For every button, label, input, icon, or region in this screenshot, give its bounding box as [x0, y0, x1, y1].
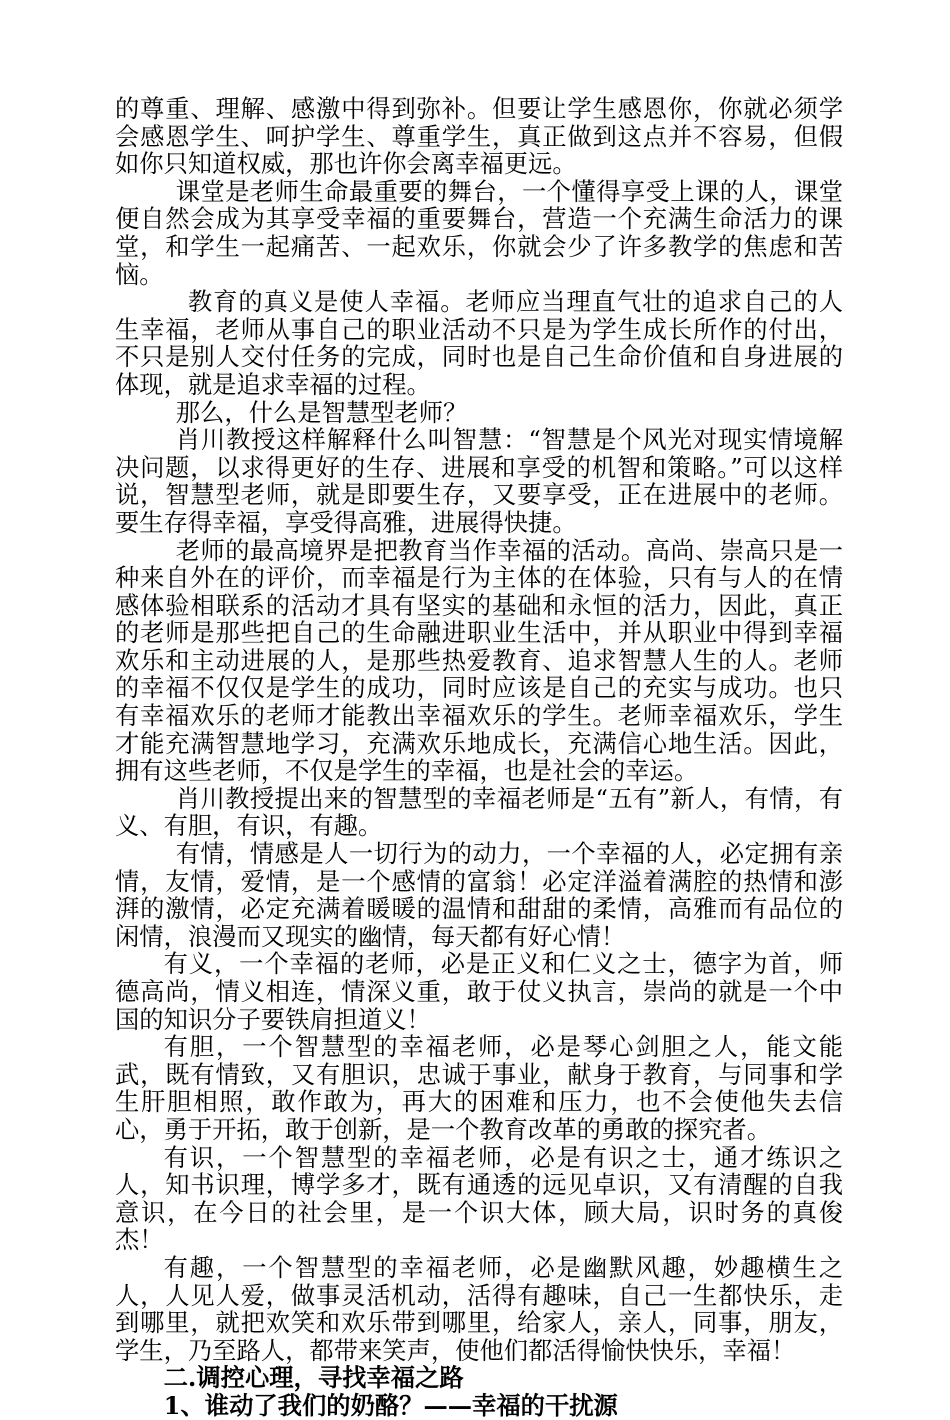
paragraph-2: 课堂是老师生命最重要的舞台，一个懂得享受上课的人，课堂便自然会成为其享受幸福的重要舞台，营造一个充满生命活力的课堂，和学生一起痛苦、一起欢乐，你就会少了许多教学的焦虑和苦恼。 [115, 176, 843, 289]
paragraph-7: 肖川教授提出来的智慧型的幸福老师是“五有”新人，有情，有义、有胆，有识，有趣。 [115, 783, 843, 841]
paragraph-5: 肖川教授这样解释什么叫智慧：“智慧是个风光对现实情境解决问题，以求得更好的生存、进展和享受的机智和策略。”可以这样说，智慧型老师，就是即要生存，又要享受，正在进展中的老师。要生存得幸福，享受得高雅，进展得快捷。 [115, 425, 843, 537]
subsection-heading: 1、谁动了我们的奶酪？——幸福的干扰源 [163, 1390, 618, 1420]
paragraph-6: 老师的最高境界是把教育当作幸福的活动。高尚、崇高只是一种来自外在的评价，而幸福是行为主体的在体验，只有与人的在情感体验相联系的活动才具有坚实的基础和永恒的活力，因此，真正的老师是那些把自己的生命融进职业生活中，并从职业中得到幸福欢乐和主动进展的人，是那些热爱教育、追求智慧人生的人。老师的幸福不仅仅是学生的成功，同时应该是自己的充实与成功。也只有幸福欢乐的老师才能教出幸福欢乐的学生。老师幸福欢乐，学生才能充满智慧地学习，充满欢乐地成长，充满信心地生活。因此，拥有这些老师，不仅是学生的幸福，也是社会的幸运。 [115, 535, 843, 786]
paragraph-3: 教育的真义是使人幸福。老师应当理直气壮的追求自己的人生幸福，老师从事自己的职业活动不只是为学生成长所作的付出，不只是别人交付任务的完成，同时也是自己生命价值和自身进展的体现，就是追求幸福的过程。 [115, 287, 843, 399]
paragraph-11: 有识，一个智慧型的幸福老师，必是有识之士，通才练识之人，知书识理，博学多才，既有通透的远见卓识，又有清醒的自我意识，在今日的社会里，是一个识大体，顾大局，识时务的真俊杰！ [115, 1142, 843, 1255]
paragraph-8: 有情，情感是人一切行为的动力，一个幸福的人，必定拥有亲情，友情，爱情，是一个感情的富翁！必定洋溢着满腔的热情和澎湃的激情，必定充满着暖暖的温情和甜甜的柔情，高雅而有品位的闲情，浪漫而又现实的幽情，每天都有好心情！ [115, 839, 843, 951]
paragraph-4: 那么，什么是智慧型老师？ [175, 397, 468, 427]
paragraph-9: 有义，一个幸福的老师，必是正义和仁义之士，德字为首，师德高尚，情义相连，情深义重，敢于仗义执言，崇尚的就是一个中国的知识分子要铁肩担道义！ [115, 949, 843, 1034]
section-heading: 二.调控心理，寻找幸福之路 [163, 1363, 464, 1393]
paragraph-10: 有胆，一个智慧型的幸福老师，必是琴心剑胆之人，能文能武，既有情致，又有胆识，忠诚于事业，献身于教育，与同事和学生肝胆相照，敢作敢为，再大的困难和压力，也不会使他失去信心，勇于开拓，敢于创新，是一个教育改革的勇敢的探究者。 [115, 1032, 843, 1144]
paragraph-1: 的尊重、理解、感激中得到弥补。但要让学生感恩你，你就必须学会感恩学生、呵护学生、尊重学生，真正做到这点并不容易，但假如你只知道权威，那也许你会离幸福更远。 [115, 94, 843, 179]
document-page [115, 95, 843, 1420]
paragraph-12: 有趣，一个智慧型的幸福老师，必是幽默风趣，妙趣横生之人，人见人爱，做事灵活机动，活得有趣味，自己一生都快乐，走到哪里，就把欢笑和欢乐带到哪里，给家人，亲人，同事，朋友，学生，乃至路人，都带来笑声，使他们都活得愉快快乐，幸福！ [115, 1252, 843, 1365]
